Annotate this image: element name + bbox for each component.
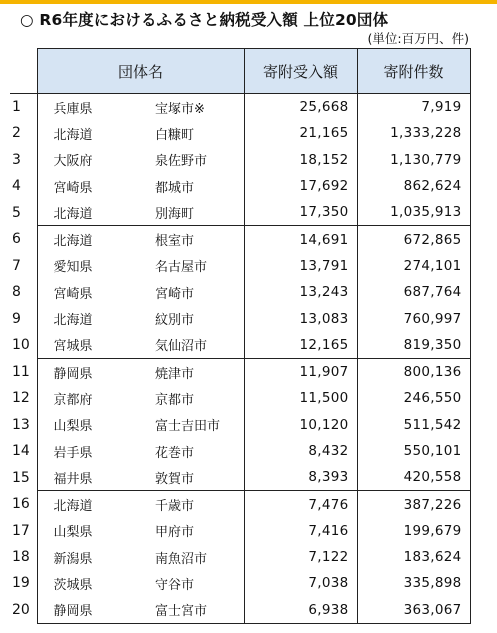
municipality-cell: 南魚沼市 [137, 544, 244, 570]
count-cell: 511,542 [357, 412, 470, 438]
prefecture-cell: 北海道 [37, 120, 137, 146]
table-row [10, 544, 470, 570]
rank-cell: 19 [12, 575, 30, 592]
municipality-cell: 別海町 [137, 199, 244, 226]
municipality-cell: 守谷市 [137, 570, 244, 596]
table-row [10, 438, 470, 464]
table-row [10, 385, 470, 411]
prefecture-cell: 静岡県 [37, 597, 137, 624]
amount-cell: 7,416 [244, 518, 357, 544]
table-row [10, 491, 470, 518]
rank-cell: 13 [12, 416, 30, 433]
table-row [10, 570, 470, 596]
prefecture-cell: 大阪府 [37, 147, 137, 173]
count-cell: 274,101 [357, 253, 470, 279]
table-row [10, 94, 470, 121]
amount-cell: 13,791 [244, 253, 357, 279]
amount-cell: 10,120 [244, 412, 357, 438]
municipality-cell: 気仙沼市 [137, 332, 244, 359]
prefecture-cell: 山梨県 [37, 412, 137, 438]
municipality-cell: 花巻市 [137, 438, 244, 464]
municipality-cell: 宝塚市※ [137, 94, 244, 121]
amount-cell: 25,668 [244, 94, 357, 121]
municipality-cell: 富士宮市 [137, 597, 244, 624]
count-cell: 819,350 [357, 332, 470, 359]
table-row [10, 464, 470, 491]
count-cell: 183,624 [357, 544, 470, 570]
table-row [10, 518, 470, 544]
prefecture-cell: 福井県 [37, 464, 137, 491]
count-cell: 1,035,913 [357, 199, 470, 226]
municipality-cell: 京都市 [137, 385, 244, 411]
top-accent-bar [0, 0, 497, 4]
table-row [10, 597, 470, 624]
municipality-cell: 根室市 [137, 226, 244, 253]
count-cell: 672,865 [357, 226, 470, 253]
amount-cell: 7,476 [244, 491, 357, 518]
count-cell: 335,898 [357, 570, 470, 596]
prefecture-cell: 山梨県 [37, 518, 137, 544]
rank-cell: 3 [12, 151, 21, 168]
prefecture-cell: 兵庫県 [37, 94, 137, 121]
header-amount: 寄附受入額 [244, 49, 357, 94]
rank-cell: 17 [12, 522, 30, 539]
prefecture-cell: 北海道 [37, 226, 137, 253]
table-row [10, 226, 470, 253]
municipality-cell: 宮崎市 [137, 279, 244, 305]
amount-cell: 8,432 [244, 438, 357, 464]
rank-cell: 20 [12, 602, 30, 619]
unit-note: (単位:百万円、件) [367, 31, 469, 46]
count-cell: 387,226 [357, 491, 470, 518]
amount-cell: 13,243 [244, 279, 357, 305]
prefecture-cell: 愛知県 [37, 253, 137, 279]
table-row [10, 253, 470, 279]
count-cell: 420,558 [357, 464, 470, 491]
table-row [10, 120, 470, 146]
rank-cell: 8 [12, 284, 21, 301]
amount-cell: 11,907 [244, 358, 357, 385]
amount-cell: 12,165 [244, 332, 357, 359]
prefecture-cell: 宮城県 [37, 332, 137, 359]
prefecture-cell: 京都府 [37, 385, 137, 411]
rank-cell: 6 [12, 231, 21, 248]
rank-cell: 5 [12, 204, 21, 221]
amount-cell: 13,083 [244, 305, 357, 331]
count-cell: 246,550 [357, 385, 470, 411]
amount-cell: 11,500 [244, 385, 357, 411]
table-row [10, 305, 470, 331]
count-cell: 7,919 [357, 94, 470, 121]
prefecture-cell: 宮崎県 [37, 173, 137, 199]
count-cell: 1,333,228 [357, 120, 470, 146]
municipality-cell: 名古屋市 [137, 253, 244, 279]
table-row [10, 173, 470, 199]
amount-cell: 17,350 [244, 199, 357, 226]
rank-cell: 15 [12, 469, 30, 486]
count-cell: 363,067 [357, 597, 470, 624]
count-cell: 687,764 [357, 279, 470, 305]
table-body [10, 94, 470, 624]
table-row [10, 332, 470, 359]
table-row [10, 358, 470, 385]
table-header-row [10, 49, 470, 94]
municipality-cell: 千歳市 [137, 491, 244, 518]
rank-cell: 16 [12, 496, 30, 513]
amount-cell: 17,692 [244, 173, 357, 199]
amount-cell: 8,393 [244, 464, 357, 491]
count-cell: 199,679 [357, 518, 470, 544]
municipality-cell: 白糠町 [137, 120, 244, 146]
count-cell: 550,101 [357, 438, 470, 464]
municipality-cell: 紋別市 [137, 305, 244, 331]
rank-cell: 18 [12, 549, 30, 566]
page-title: ○ R6年度におけるふるさと納税受入額 上位20団体 [20, 11, 389, 29]
ranking-table [10, 48, 471, 624]
rank-cell: 14 [12, 443, 30, 459]
rank-cell: 1 [12, 99, 21, 116]
amount-cell: 6,938 [244, 597, 357, 624]
table-row [10, 279, 470, 305]
amount-cell: 7,038 [244, 570, 357, 596]
prefecture-cell: 静岡県 [37, 358, 137, 385]
rank-cell: 12 [12, 390, 30, 407]
amount-cell: 14,691 [244, 226, 357, 253]
municipality-cell: 甲府市 [137, 518, 244, 544]
prefecture-cell: 北海道 [37, 199, 137, 226]
prefecture-cell: 新潟県 [37, 544, 137, 570]
rank-header-blank [10, 49, 37, 94]
prefecture-cell: 岩手県 [37, 438, 137, 464]
municipality-cell: 富士吉田市 [137, 412, 244, 438]
prefecture-cell: 北海道 [37, 491, 137, 518]
municipality-cell: 都城市 [137, 173, 244, 199]
rank-cell: 9 [12, 310, 21, 327]
prefecture-cell: 宮崎県 [37, 279, 137, 305]
table-row [10, 412, 470, 438]
prefecture-cell: 茨城県 [37, 570, 137, 596]
count-cell: 760,997 [357, 305, 470, 331]
count-cell: 800,136 [357, 358, 470, 385]
municipality-cell: 泉佐野市 [137, 147, 244, 173]
prefecture-cell: 北海道 [37, 305, 137, 331]
amount-cell: 7,122 [244, 544, 357, 570]
rank-cell: 2 [12, 125, 21, 142]
rank-cell: 7 [12, 257, 21, 274]
municipality-cell: 焼津市 [137, 358, 244, 385]
count-cell: 1,130,779 [357, 147, 470, 173]
rank-cell: 11 [12, 363, 30, 380]
header-count: 寄附件数 [357, 49, 470, 94]
table-row [10, 147, 470, 173]
table-row [10, 199, 470, 226]
amount-cell: 18,152 [244, 147, 357, 173]
count-cell: 862,624 [357, 173, 470, 199]
municipality-cell: 敦賀市 [137, 464, 244, 491]
header-name: 団体名 [37, 49, 244, 94]
amount-cell: 21,165 [244, 120, 357, 146]
rank-cell: 4 [12, 178, 21, 195]
rank-cell: 10 [12, 337, 30, 354]
